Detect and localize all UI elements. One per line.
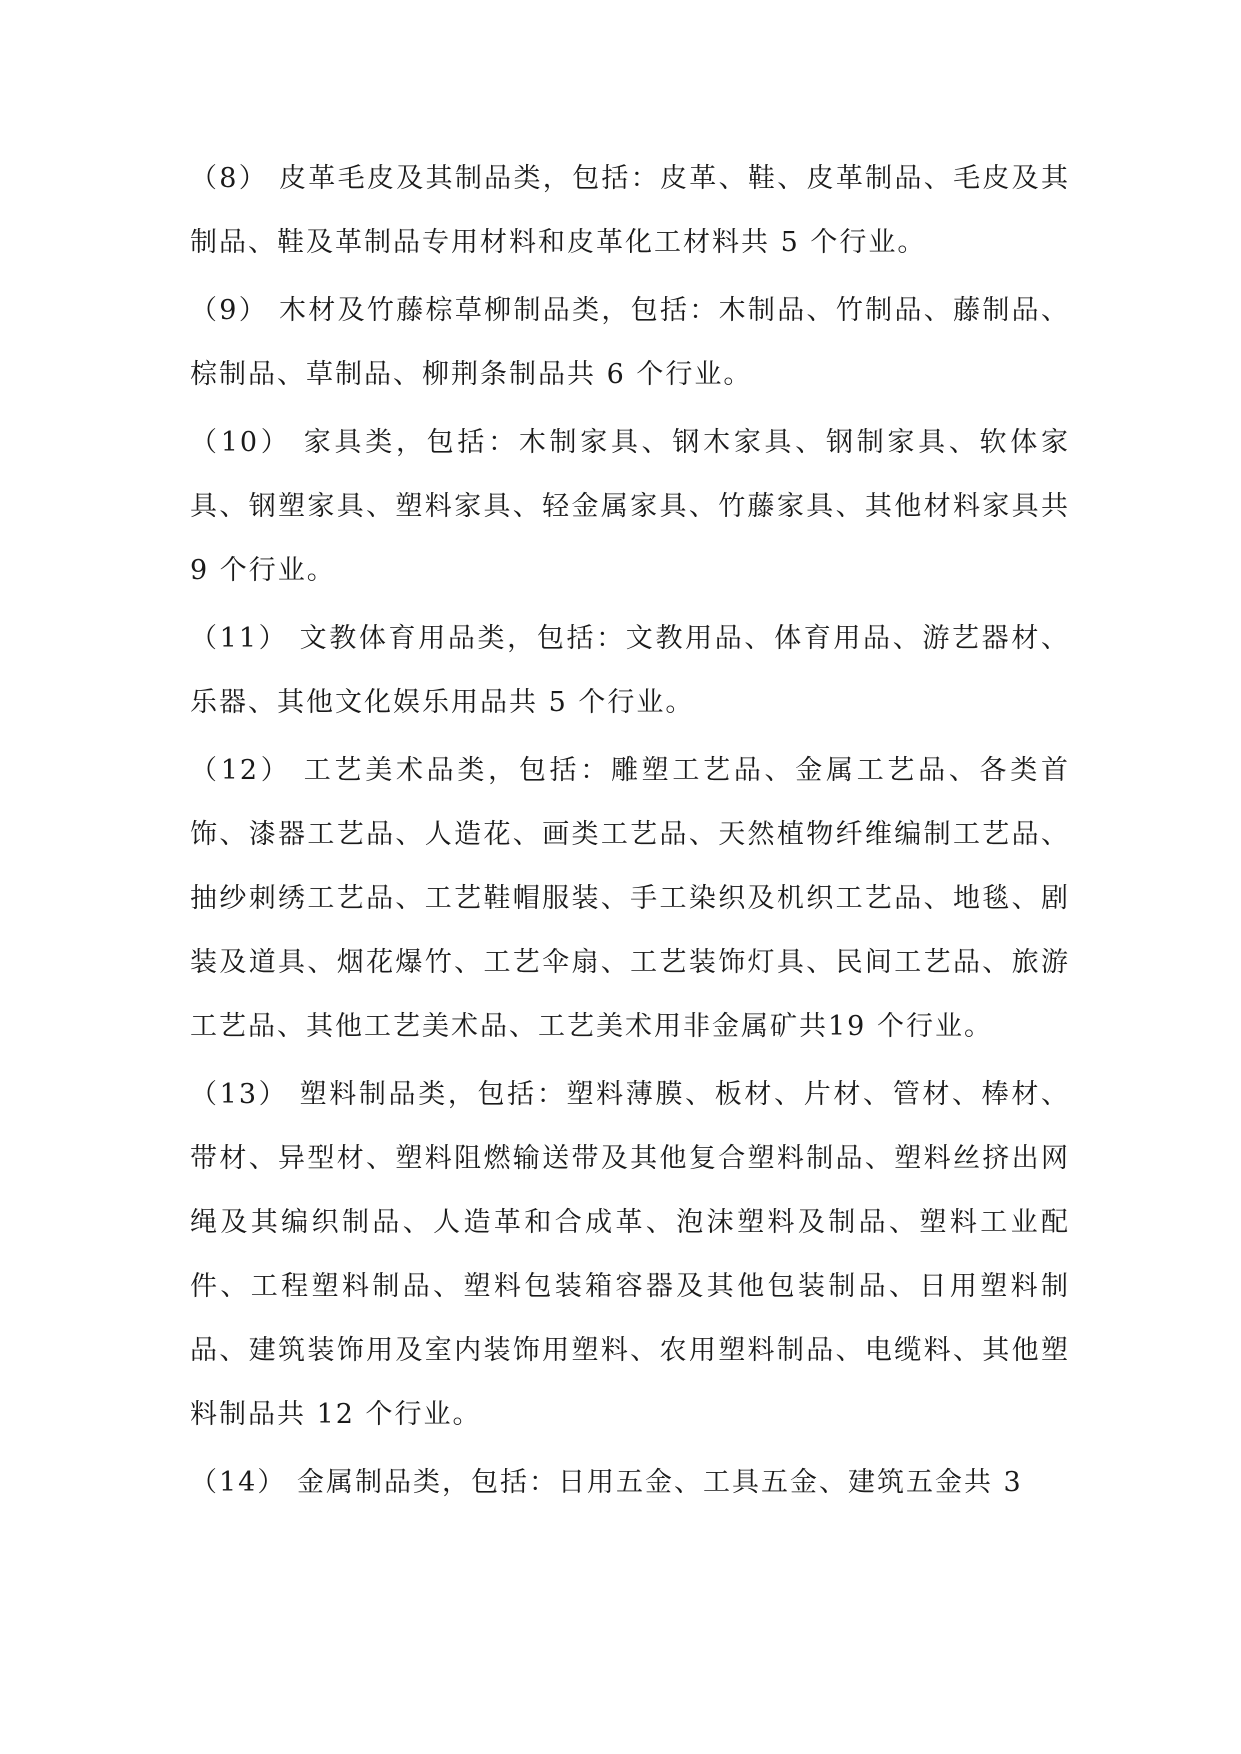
paragraph-stationery-sports: （11） 文教体育用品类，包括：文教用品、体育用品、游艺器材、乐器、其他文化娱乐用品共 5 个行业。 xyxy=(190,623,1070,718)
paragraph-leather-fur: （8） 皮革毛皮及其制品类，包括：皮革、鞋、皮革制品、毛皮及其制品、鞋及革制品专用材料和皮革化工材料共 5 个行业。 xyxy=(190,163,1070,258)
paragraph-arts-crafts: （12） 工艺美术品类，包括：雕塑工艺品、金属工艺品、各类首饰、漆器工艺品、人造花、画类工艺品、天然植物纤维编制工艺品、抽纱刺绣工艺品、工艺鞋帽服装、手工染织及机织工艺品、地毯、剧装及道具、烟花爆竹、工艺伞扇、工艺装饰灯具、民间工艺品、旅游工艺品、其他工艺美术品、工艺美术用非金属矿共19 个行业。 xyxy=(190,755,1070,1042)
paragraph-plastic-products: （13） 塑料制品类，包括：塑料薄膜、板材、片材、管材、棒材、带材、异型材、塑料阻燃输送带及其他复合塑料制品、塑料丝挤出网绳及其编织制品、人造革和合成革、泡沫塑料及制品、塑料工业配件、工程塑料制品、塑料包装箱容器及其他包装制品、日用塑料制品、建筑装饰用及室内装饰用塑料、农用塑料制品、电缆料、其他塑料制品共 12 个行业。 xyxy=(190,1079,1070,1430)
paragraph-metal-products: （14） 金属制品类，包括：日用五金、工具五金、建筑五金共 3 xyxy=(190,1467,1023,1498)
document-body xyxy=(190,147,1070,1519)
paragraph-wood-bamboo: （9） 木材及竹藤棕草柳制品类，包括：木制品、竹制品、藤制品、棕制品、草制品、柳荆条制品共 6 个行业。 xyxy=(190,295,1070,390)
paragraph-furniture: （10） 家具类，包括：木制家具、钢木家具、钢制家具、软体家具、钢塑家具、塑料家具、轻金属家具、竹藤家具、其他材料家具共 9 个行业。 xyxy=(190,427,1070,586)
